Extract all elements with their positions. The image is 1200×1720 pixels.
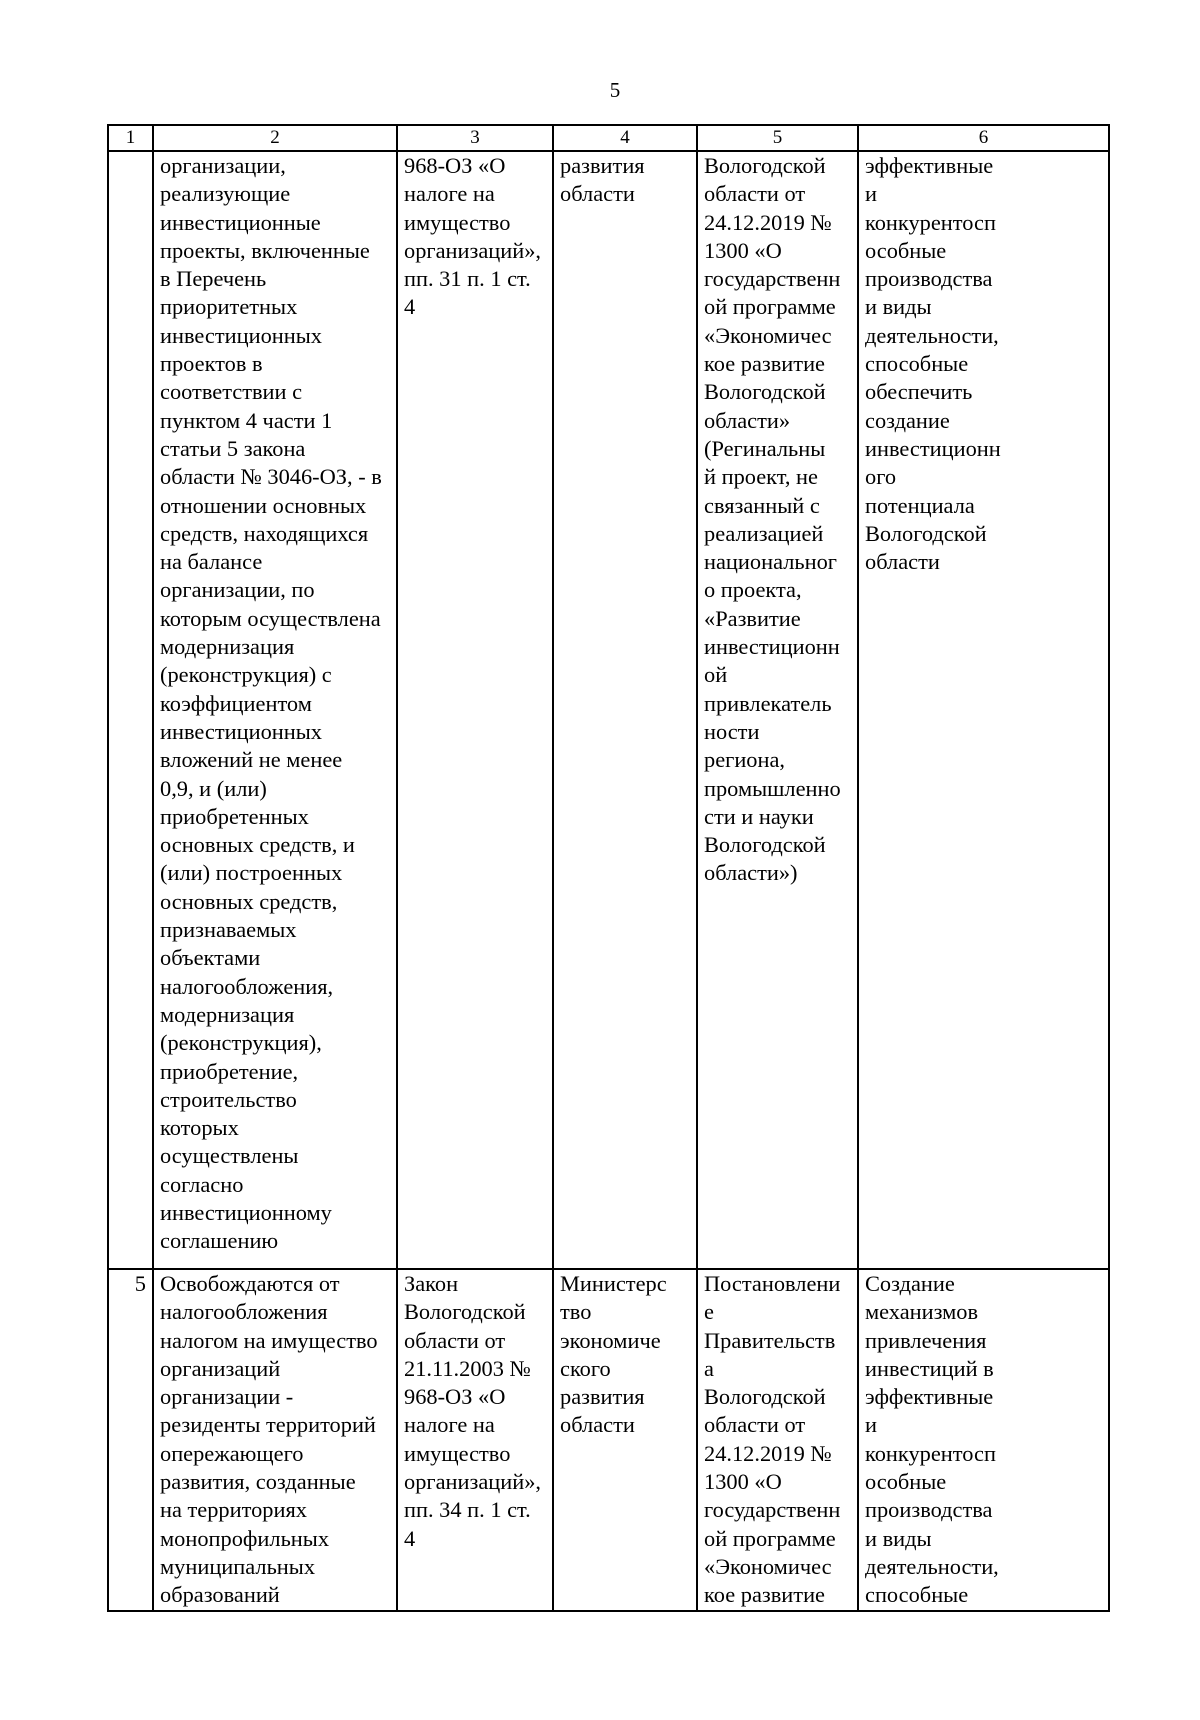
column-header: 4	[553, 125, 697, 151]
benefit-description-cell: организации, реализующие инвестиционные проекты, включенные в Перечень приоритетных инвестиционных проектов в соответствии с пунктом 4 части 1 статьи 5 закона области № 3046-ОЗ, - в отношении основных средств, находящихся на балансе организации, по которым осуществлена модернизация (реконструкция) с коэффициентом инвестиционных вложений не менее 0,9, и (или) приобретенных основных средств, и (или) построенных основных средств, признаваемых объектами налогообложения, модернизация (реконструкция), приобретение, строительство которых осуществлены согласно инвестиционному соглашению	[153, 151, 397, 1269]
goal-cell: Создание механизмов привлечения инвестиций в эффективные и конкурентосп особные производства и виды деятельности, способные	[858, 1269, 1109, 1611]
program-cell: Вологодской области от 24.12.2019 № 1300 «О государственн ой программе «Экономичес кое развитие Вологодской области» (Регинальны й проект, не связанный с реализацией национальног о проекта, «Развитие инвестиционн ой привлекатель ности региона, промышленно сти и науки Вологодской области»)	[697, 151, 858, 1269]
benefits-table	[107, 124, 1110, 1612]
benefit-description-cell: Освобождаются от налогообложения налогом на имущество организаций организации - резиденты территорий опережающего развития, созданные на территориях монопрофильных муниципальных образований	[153, 1269, 397, 1611]
curator-cell: развития области	[553, 151, 697, 1269]
goal-cell: эффективные и конкурентосп особные производства и виды деятельности, способные обеспечить создание инвестиционн ого потенциала Вологодской области	[858, 151, 1109, 1269]
legal-basis-cell: 968-ОЗ «О налоге на имущество организаций», пп. 31 п. 1 ст. 4	[397, 151, 553, 1269]
column-header: 1	[108, 125, 153, 151]
curator-cell: Министерс тво экономиче ского развития области	[553, 1269, 697, 1611]
column-header: 5	[697, 125, 858, 151]
table-header-row	[108, 125, 1109, 151]
column-header: 2	[153, 125, 397, 151]
legal-basis-cell: Закон Вологодской области от 21.11.2003 № 968-ОЗ «О налоге на имущество организаций», пп. 34 п. 1 ст. 4	[397, 1269, 553, 1611]
row-number-cell: 5	[108, 1269, 153, 1611]
column-header: 6	[858, 125, 1109, 151]
row-number-cell	[108, 151, 153, 1269]
table-row	[108, 1269, 1109, 1611]
table-row	[108, 151, 1109, 1269]
program-cell: Постановлени е Правительств а Вологодской области от 24.12.2019 № 1300 «О государственн ой программе «Экономичес кое развитие	[697, 1269, 858, 1611]
column-header: 3	[397, 125, 553, 151]
page-number: 5	[609, 78, 621, 102]
